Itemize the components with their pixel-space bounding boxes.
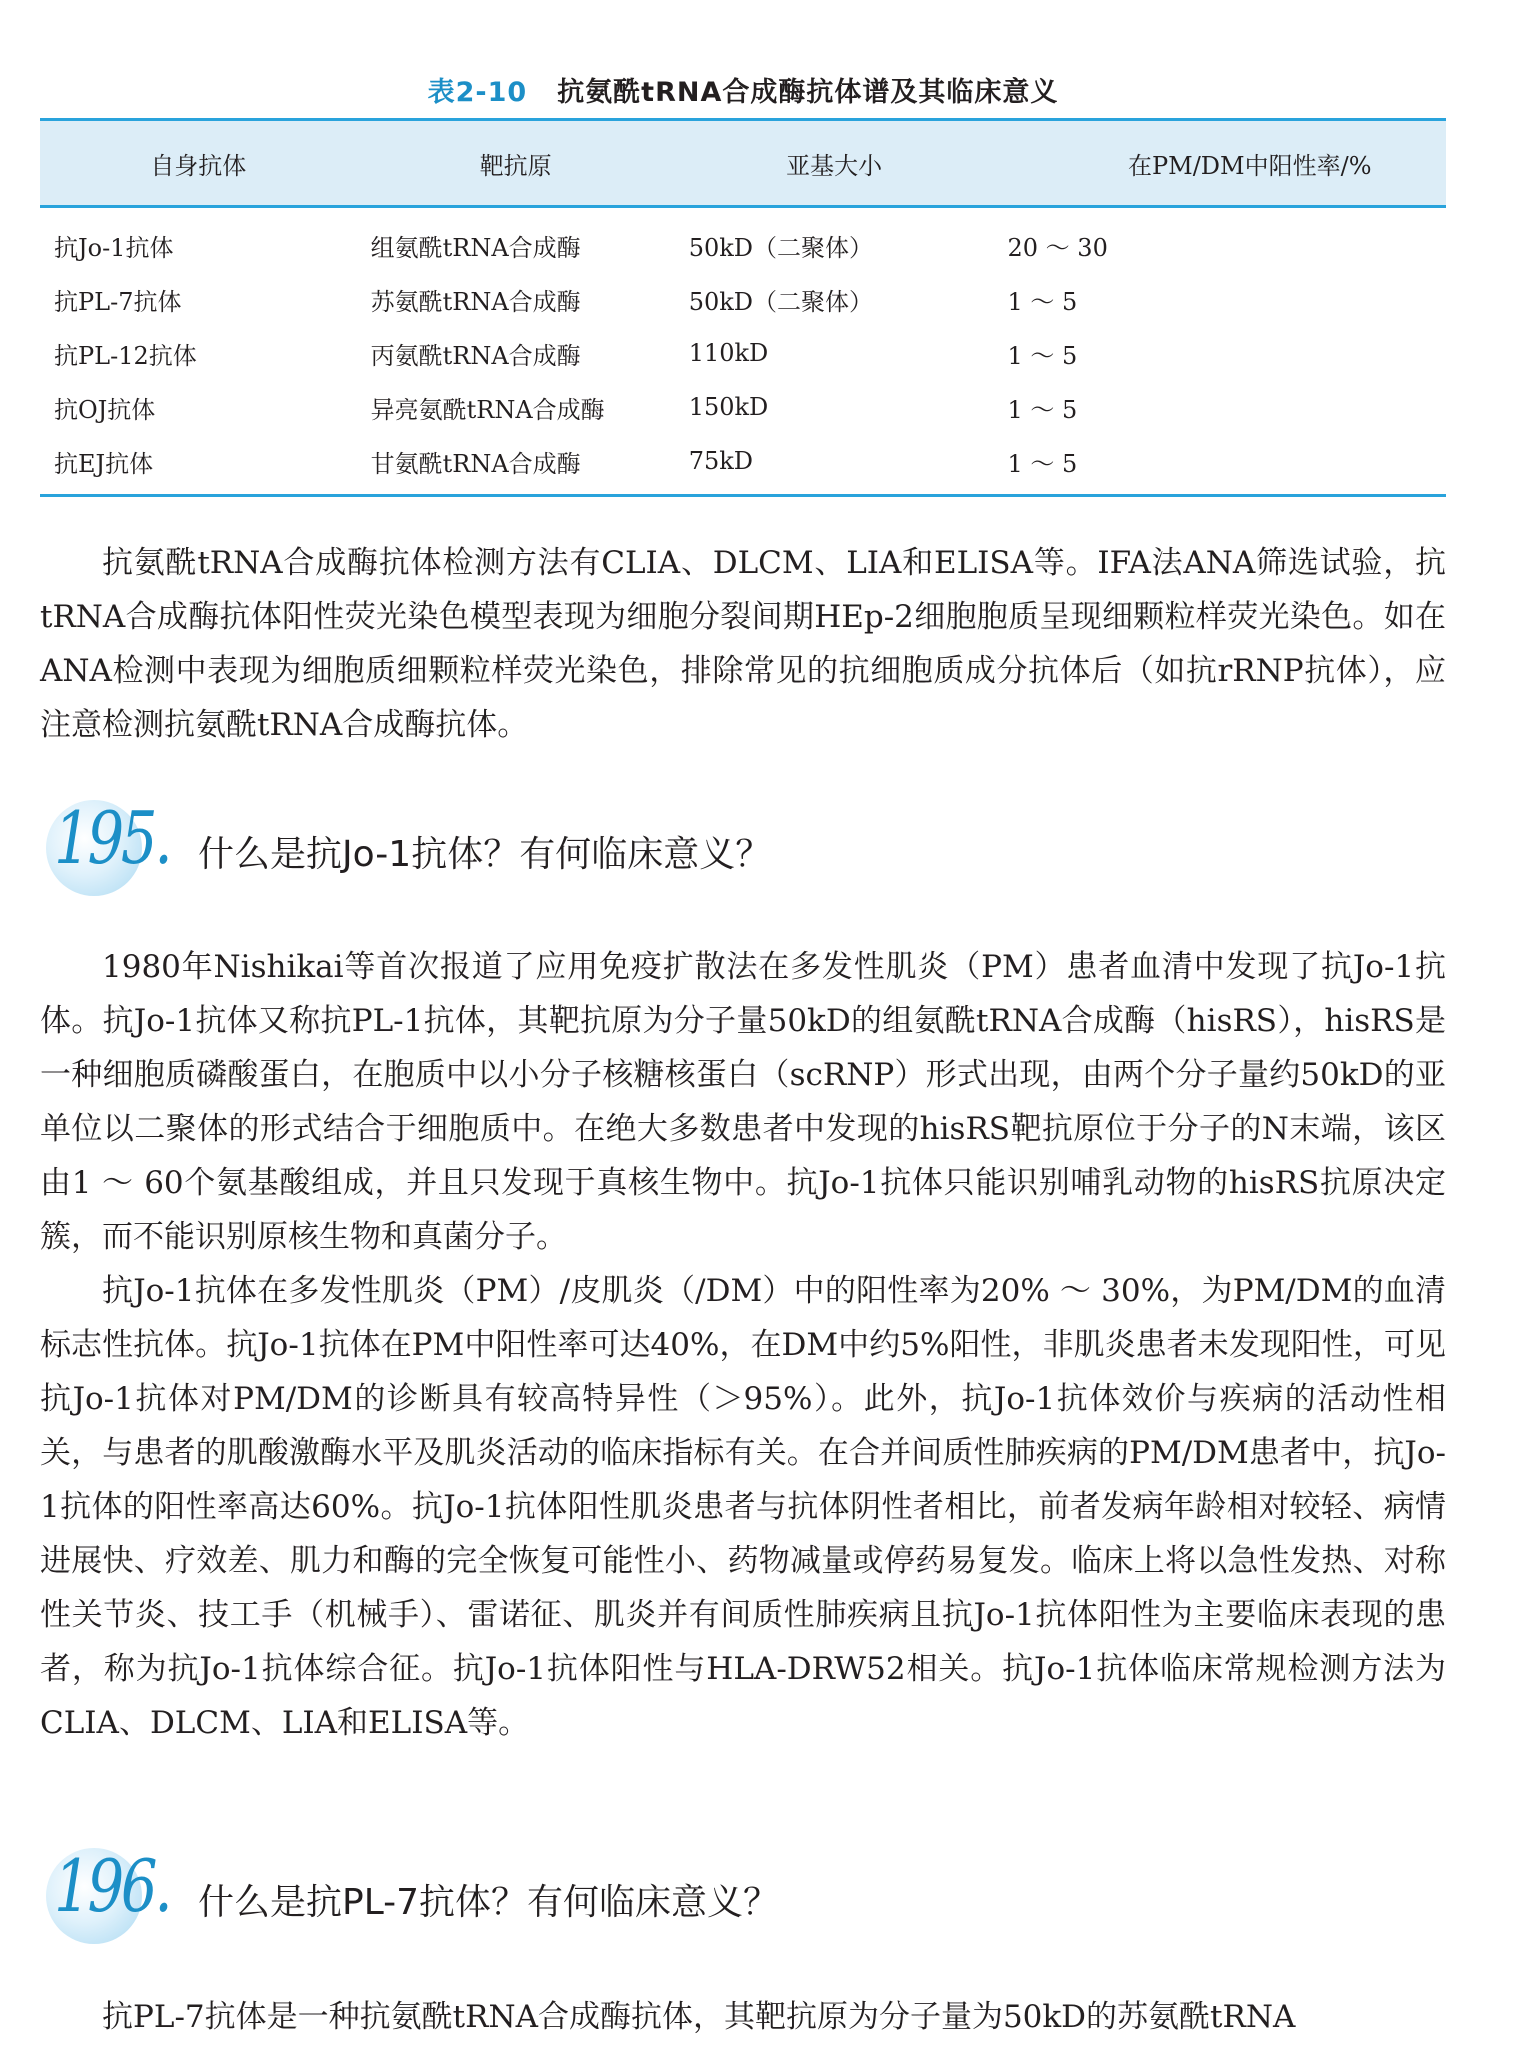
table-row <box>40 272 1446 326</box>
header-subunit-size: 亚基大小 <box>675 120 994 207</box>
cell-antibody: 抗EJ抗体 <box>40 434 357 496</box>
cell-rate: 1 ～ 5 <box>1007 395 1078 424</box>
table-number: 表2-10 <box>427 77 528 108</box>
answer-paragraph: 抗PL-7抗体是一种抗氨酰tRNA合成酶抗体，其靶抗原为分子量为50kD的苏氨酰tRNA <box>102 1999 1296 2035</box>
header-positive-rate: 在PM/DM中阳性率/% <box>994 120 1446 207</box>
table-row <box>40 380 1446 434</box>
intro-section <box>40 536 1446 752</box>
cell-rate: 1 ～ 5 <box>1007 341 1078 370</box>
cell-antibody: 抗Jo-1抗体 <box>54 233 174 262</box>
cell-antibody: 抗PL-7抗体 <box>54 287 182 316</box>
cell-antibody: 抗PL-12抗体 <box>54 341 197 370</box>
cell-size: 75kD <box>675 434 994 496</box>
table-row <box>40 326 1446 380</box>
cell-rate: 1 ～ 5 <box>994 434 1446 496</box>
question-number: 196. <box>54 1844 170 1928</box>
answer-section-196 <box>40 1990 1446 2044</box>
question-number: 195. <box>54 796 170 880</box>
intro-paragraph: 抗氨酰tRNA合成酶抗体检测方法有CLIA、DLCM、LIA和ELISA等。IFA法ANA筛选试验，抗tRNA合成酶抗体阳性荧光染色模型表现为细胞分裂间期HEp-2细胞胞质呈现细颗粒样荧光染色。如在ANA检测中表现为细胞质细颗粒样荧光染色，排除常见的抗细胞质成分抗体后（如抗rRNP抗体），应注意检测抗氨酰tRNA合成酶抗体。 <box>40 545 1446 743</box>
question-heading-196 <box>40 1838 1446 1958</box>
answer-paragraph: 抗Jo-1抗体在多发性肌炎（PM）/皮肌炎（/DM）中的阳性率为20% ～ 30%，为PM/DM的血清标志性抗体。抗Jo-1抗体在PM中阳性率可达40%，在DM中约5%阳性，非肌炎患者未发现阳性，可见抗Jo-1抗体对PM/DM的诊断具有较高特异性（＞95%）。此外，抗Jo-1抗体效价与疾病的活动性相关，与患者的肌酸激酶水平及肌炎活动的临床指标有关。在合并间质性肺疾病的PM/DM患者中，抗Jo-1抗体的阳性率高达60%。抗Jo-1抗体阳性肌炎患者与抗体阴性者相比，前者发病年龄相对较轻、病情进展快、疗效差、肌力和酶的完全恢复可能性小、药物减量或停药易复发。临床上将以急性发热、对称性关节炎、技工手（机械手）、雷诺征、肌炎并有间质性肺疾病且抗Jo-1抗体阳性为主要临床表现的患者，称为抗Jo-1抗体综合征。抗Jo-1抗体阳性与HLA-DRW52相关。抗Jo-1抗体临床常规检测方法为CLIA、DLCM、LIA和ELISA等。 <box>40 1273 1447 1741</box>
header-target-antigen: 靶抗原 <box>357 120 675 207</box>
header-autoantibody: 自身抗体 <box>40 120 357 207</box>
cell-antigen: 异亮氨酰tRNA合成酶 <box>370 395 605 424</box>
answer-paragraph: 1980年Nishikai等首次报道了应用免疫扩散法在多发性肌炎（PM）患者血清中发现了抗Jo-1抗体。抗Jo-1抗体又称抗PL-1抗体，其靶抗原为分子量50kD的组氨酰tRNA合成酶（hisRS），hisRS是一种细胞质磷酸蛋白，在胞质中以小分子核糖核蛋白（scRNP）形式出现，由两个分子量约50kD的亚单位以二聚体的形式结合于细胞质中。在绝大多数患者中发现的hisRS靶抗原位于分子的N末端，该区由1 ～ 60个氨基酸组成，并且只发现于真核生物中。抗Jo-1抗体只能识别哺乳动物的hisRS抗原决定簇，而不能识别原核生物和真菌分子。 <box>40 949 1446 1255</box>
cell-antigen: 甘氨酰tRNA合成酶 <box>357 434 675 496</box>
question-number-badge <box>40 790 180 900</box>
cell-antigen: 丙氨酰tRNA合成酶 <box>370 341 581 370</box>
question-heading-195 <box>40 790 1446 910</box>
question-title: 什么是抗PL-7抗体？有何临床意义？ <box>198 1882 780 1923</box>
question-number-badge <box>40 1838 180 1948</box>
antibody-table <box>40 118 1446 497</box>
table-title: 抗氨酰tRNA合成酶抗体谱及其临床意义 <box>557 77 1059 108</box>
cell-size: 110kD <box>688 339 769 367</box>
table-row <box>40 434 1446 496</box>
answer-section-195 <box>40 940 1446 1750</box>
cell-antibody: 抗OJ抗体 <box>54 395 156 424</box>
cell-antigen: 苏氨酰tRNA合成酶 <box>370 287 581 316</box>
cell-antigen: 组氨酰tRNA合成酶 <box>370 233 581 262</box>
table-caption <box>40 70 1446 109</box>
cell-rate: 1 ～ 5 <box>1007 287 1078 316</box>
cell-size: 150kD <box>688 393 769 421</box>
question-title: 什么是抗Jo-1抗体？有何临床意义？ <box>198 834 772 875</box>
cell-rate: 20 ～ 30 <box>1007 233 1108 262</box>
table-header-row <box>40 120 1446 207</box>
cell-size: 50kD（二聚体） <box>688 287 874 316</box>
table-row <box>40 207 1446 273</box>
cell-size: 50kD（二聚体） <box>688 233 874 262</box>
